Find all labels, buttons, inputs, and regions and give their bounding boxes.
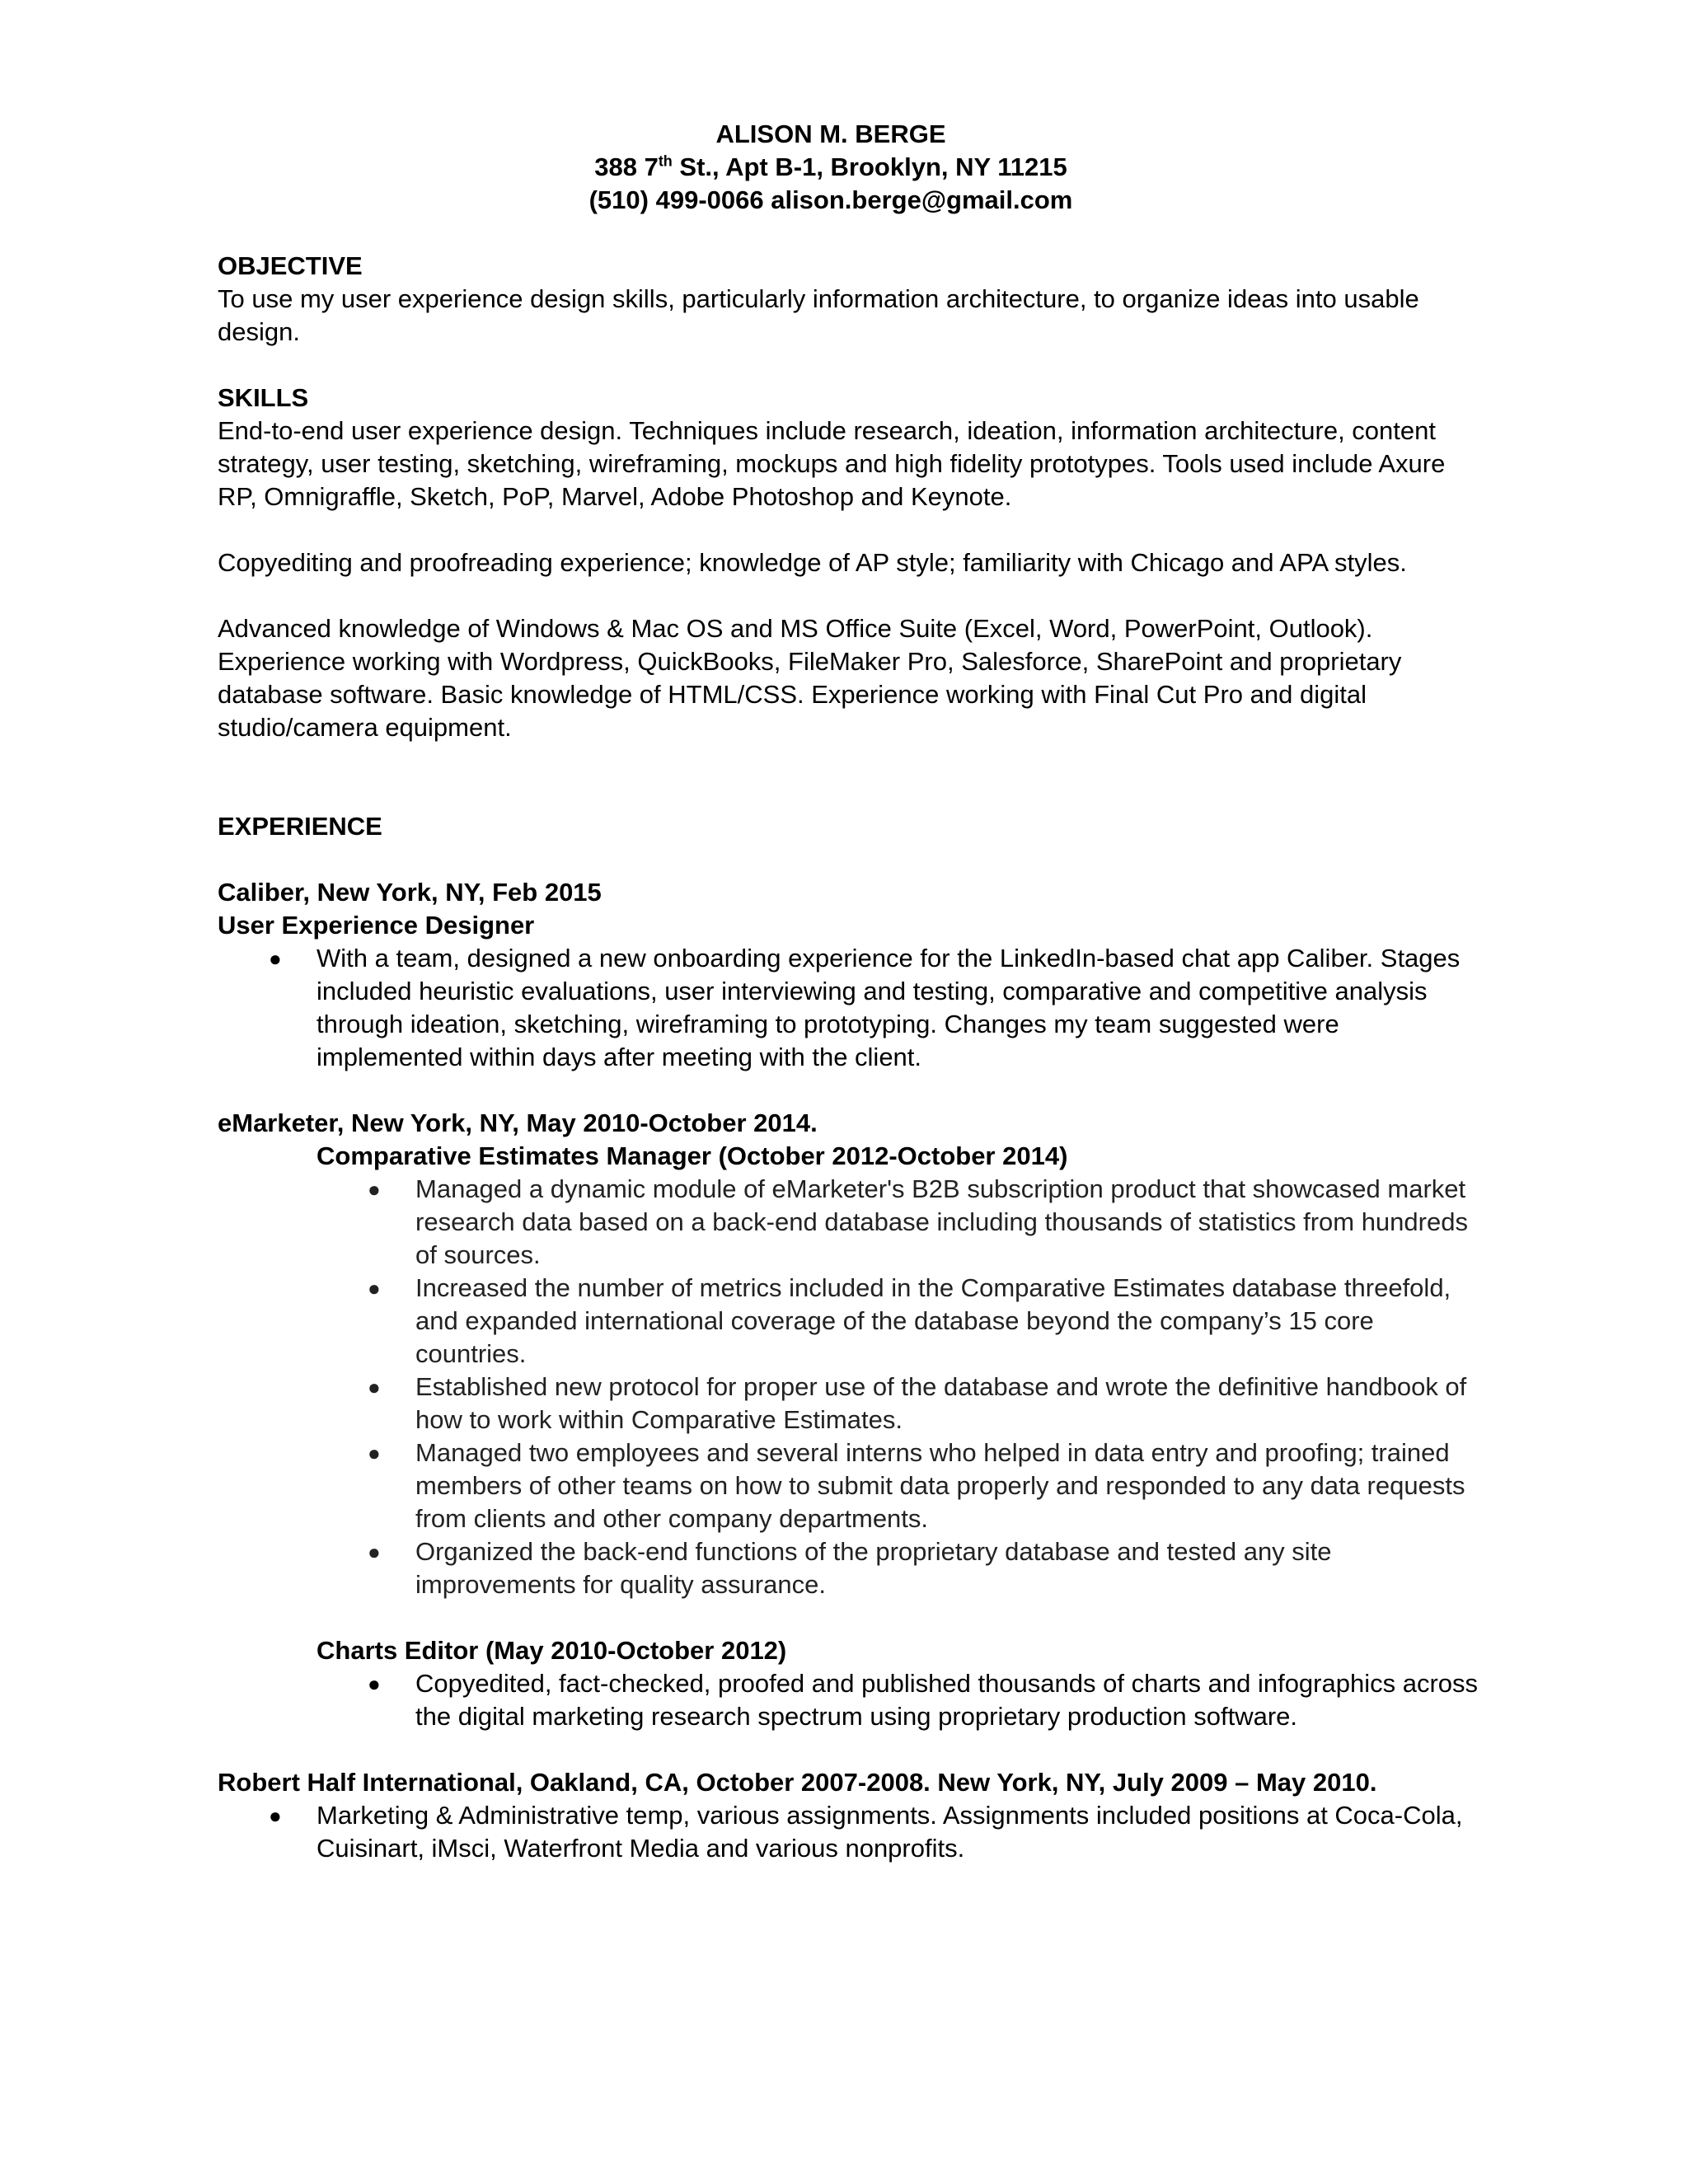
job-bullet-list bbox=[316, 1173, 1487, 1601]
address-street-number: 388 7 bbox=[594, 152, 659, 181]
objective-section bbox=[218, 250, 1487, 349]
skills-paragraph: End-to-end user experience design. Techniques include research, ideation, information architecture, content strategy, user testing, sketching, wireframing, mockups and high fidelity prototypes. Tools used include Axure RP, Omnigraffle, Sketch, PoP, Marvel, Adobe Photoshop and Keynote. bbox=[218, 416, 1446, 511]
job-role: Charts Editor (May 2010-October 2012) bbox=[316, 1636, 787, 1665]
experience-section bbox=[218, 810, 1487, 1865]
bullet-icon: ● bbox=[269, 1803, 282, 1828]
list-item bbox=[316, 1535, 1487, 1601]
job-emarketer bbox=[218, 1107, 1487, 1733]
resume-page bbox=[218, 118, 1487, 1865]
list-item bbox=[218, 942, 1487, 1074]
list-item-text: Copyedited, fact-checked, proofed and published thousands of charts and infographics across the digital marketing research spectrum using proprietary production software. bbox=[415, 1669, 1479, 1731]
job-caliber bbox=[218, 876, 1487, 1074]
job-company: eMarketer, New York, NY, May 2010-October 2014. bbox=[218, 1108, 818, 1137]
skills-paragraph: Advanced knowledge of Windows & Mac OS and MS Office Suite (Excel, Word, PowerPoint, Outlook). Experience working with Wordpress, QuickBooks, FileMaker Pro, Salesforce, SharePoint and proprietary database software. Basic knowledge of HTML/CSS. Experience working with Final Cut Pro and digital studio/camera equipment. bbox=[218, 614, 1402, 742]
job-role: Comparative Estimates Manager (October 2012-October 2014) bbox=[316, 1141, 1068, 1170]
objective-heading: OBJECTIVE bbox=[218, 251, 363, 280]
skills-section bbox=[218, 382, 1487, 744]
job-roberthalf bbox=[218, 1766, 1487, 1865]
list-item-text: With a team, designed a new onboarding experience for the LinkedIn-based chat app Caliber. Stages included heuristic evaluations, user interviewing and testing, comparative and competitive analysis through ideation, sketching, wireframing to prototyping. Changes my team suggested were implemented within days after meeting with the client. bbox=[316, 944, 1461, 1071]
list-item bbox=[316, 1272, 1487, 1371]
bullet-icon: ● bbox=[368, 1441, 381, 1465]
objective-text: To use my user experience design skills, particularly information architecture, to organize ideas into usable design. bbox=[218, 284, 1419, 346]
job-company: Caliber, New York, NY, Feb 2015 bbox=[218, 878, 602, 907]
bullet-icon: ● bbox=[368, 1276, 381, 1301]
address-ordinal: th bbox=[658, 152, 673, 170]
address-rest: St., Apt B-1, Brooklyn, NY 11215 bbox=[672, 152, 1067, 181]
resume-header bbox=[218, 118, 1444, 217]
list-item bbox=[218, 1799, 1487, 1865]
contact-line: (510) 499-0066 alison.berge@gmail.com bbox=[588, 185, 1073, 214]
skills-paragraph: Copyediting and proofreading experience; knowledge of AP style; familiarity with Chicago and APA styles. bbox=[218, 548, 1407, 577]
job-bullet-list bbox=[316, 1667, 1487, 1733]
job-bullet-list bbox=[218, 1799, 1487, 1865]
job-role: User Experience Designer bbox=[218, 911, 535, 940]
bullet-icon: ● bbox=[368, 1540, 381, 1564]
list-item-text: Organized the back-end functions of the proprietary database and tested any site improvements for quality assurance. bbox=[415, 1537, 1332, 1599]
bullet-icon: ● bbox=[368, 1671, 381, 1696]
list-item bbox=[316, 1667, 1487, 1733]
bullet-icon: ● bbox=[269, 946, 282, 971]
list-item-text: Established new protocol for proper use of the database and wrote the definitive handbook of how to work within Comparative Estimates. bbox=[415, 1372, 1467, 1434]
address-line bbox=[218, 151, 1444, 184]
list-item-text: Managed two employees and several interns who helped in data entry and proofing; trained members of other teams on how to submit data properly and responded to any data requests from clients and other company departments. bbox=[415, 1438, 1465, 1533]
skills-heading: SKILLS bbox=[218, 383, 309, 412]
list-item-text: Marketing & Administrative temp, various assignments. Assignments included positions at Coca-Cola, Cuisinart, iMsci, Waterfront Media and various nonprofits. bbox=[316, 1801, 1463, 1863]
list-item bbox=[316, 1371, 1487, 1436]
list-item-text: Managed a dynamic module of eMarketer's B2B subscription product that showcased market research data based on a back-end database including thousands of statistics from hundreds of sources. bbox=[415, 1174, 1468, 1269]
list-item bbox=[316, 1173, 1487, 1272]
job-bullet-list bbox=[218, 942, 1487, 1074]
list-item-text: Increased the number of metrics included in the Comparative Estimates database threefold, and expanded international coverage of the database beyond the company’s 15 core countries. bbox=[415, 1273, 1451, 1368]
bullet-icon: ● bbox=[368, 1375, 381, 1399]
experience-heading: EXPERIENCE bbox=[218, 812, 382, 841]
candidate-name: ALISON M. BERGE bbox=[715, 120, 946, 148]
list-item bbox=[316, 1436, 1487, 1535]
bullet-icon: ● bbox=[368, 1177, 381, 1202]
job-company: Robert Half International, Oakland, CA, October 2007-2008. New York, NY, July 2009 – May 2010. bbox=[218, 1768, 1377, 1797]
